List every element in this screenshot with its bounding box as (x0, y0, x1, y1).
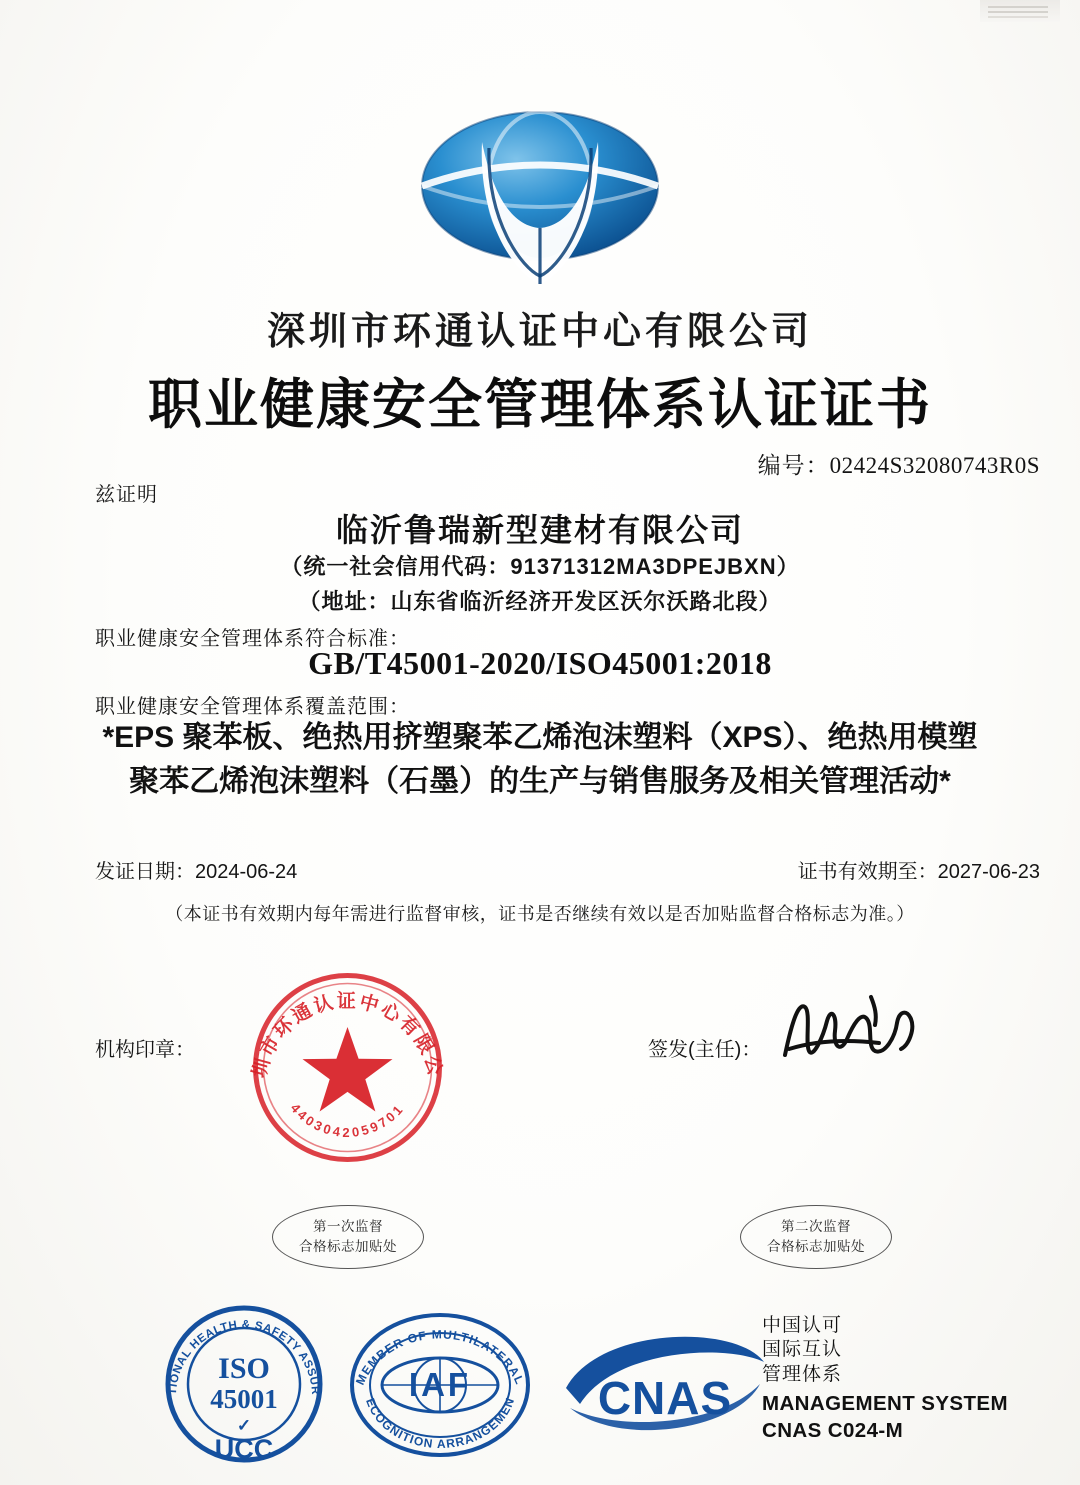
handwritten-signature-icon (775, 985, 935, 1075)
supervision-1-line1: 第一次监督 (313, 1218, 383, 1234)
signed-by-label: 签发(主任)： (648, 1039, 762, 1061)
cnas-text-block (762, 1314, 1008, 1444)
svg-text:✓: ✓ (236, 1416, 252, 1435)
svg-text:ISO: ISO (218, 1352, 270, 1385)
cnas-cn-line-2: 国际互认 (762, 1339, 843, 1361)
signature-mark (775, 985, 935, 1075)
validity-note: （本证书有效期内每年需进行监督审核，证书是否继续有效以是否加贴监督合格标志为准。） (165, 904, 915, 924)
ucc-logo (160, 1300, 328, 1468)
expiry-date: 证书有效期至：2027-06-23 (797, 861, 1040, 883)
supervision-sticker-area-1 (272, 1205, 424, 1269)
company-name: 临沂鲁瑞新型建材有限公司 (335, 512, 744, 548)
svg-text:CNAS: CNAS (597, 1372, 733, 1424)
svg-text:UCC: UCC (214, 1434, 274, 1464)
supervision-sticker-area-2 (740, 1205, 892, 1269)
organization-name: 深圳市环通认证中心有限公司 (266, 311, 813, 353)
cnas-wordmark-icon (560, 1322, 770, 1442)
svg-text:深圳市环通认证中心有限公司: 圳市环通认证中心有限公 (249, 991, 446, 1081)
company-address: （地址：山东省临沂经济开发区沃尔沃路北段） (298, 589, 782, 614)
cnas-cn-line-1: 中国认可 (762, 1315, 843, 1336)
scope-value: *EPS 聚苯板、绝热用挤塑聚苯乙烯泡沫塑料（XPS）、绝热用模塑聚苯乙烯泡沫塑料（石墨）的生产与销售服务及相关管理活动* (102, 721, 978, 798)
cnas-cn-line-3: 管理体系 (762, 1363, 843, 1385)
certificate-number (758, 447, 1040, 480)
scan-artifact (980, 0, 1060, 22)
issue-date: 发证日期：2024-06-24 (95, 861, 298, 883)
standard-label: 职业健康安全管理体系符合标准： (95, 628, 410, 650)
certificate-number-label: 编号： (757, 453, 830, 478)
ucc-iso45001-icon (160, 1300, 328, 1468)
scope-label: 职业健康安全管理体系覆盖范围： (95, 696, 410, 718)
svg-text:45001: 45001 (210, 1384, 278, 1414)
standard-value: GB/T45001-2020/ISO45001:2018 (308, 645, 772, 681)
credit-code: （统一社会信用代码：91371312MA3DPEJBXN） (280, 554, 800, 579)
supervision-2-line2: 合格标志加贴处 (767, 1239, 865, 1254)
iaf-mla-icon (345, 1310, 535, 1460)
cnas-en-line-1: MANAGEMENT SYSTEM (762, 1391, 1008, 1415)
cnas-en-line-2: CNAS C024-M (762, 1418, 904, 1442)
svg-text:OCCUPATIONAL HEALTH & SAFETY A: TIONAL HEALTH & SAFETY ASSUR (166, 1318, 322, 1396)
footer-accreditation-logos (0, 1292, 1080, 1467)
official-seal (245, 965, 450, 1170)
seal-stamp-icon (245, 965, 450, 1170)
certification-body-logo (0, 108, 1080, 286)
iaf-logo (345, 1310, 535, 1460)
svg-text:4403042059701: 4403042059701 (287, 1100, 408, 1140)
supervision-2-line1: 第二次监督 (781, 1218, 851, 1234)
certificate-title: 职业健康安全管理体系认证证书 (148, 375, 932, 435)
supervision-1-line2: 合格标志加贴处 (299, 1239, 397, 1254)
certificate-number-value: 02424S32080743R0S (829, 453, 1040, 478)
globe-swoosh-icon (390, 108, 690, 286)
svg-text:MEMBER OF MULTILATERAL: MEMBER OF MULTILATERAL (352, 1327, 528, 1388)
cnas-logo (560, 1322, 770, 1442)
seal-label: 机构印章： (95, 1039, 195, 1061)
hereby-label: 兹证明 (95, 484, 158, 506)
svg-text:RECOGNITION ARRANGEMENT: ECOGNITION ARRANGEMEN (363, 1395, 518, 1452)
svg-text:IAF: IAF (408, 1366, 472, 1403)
